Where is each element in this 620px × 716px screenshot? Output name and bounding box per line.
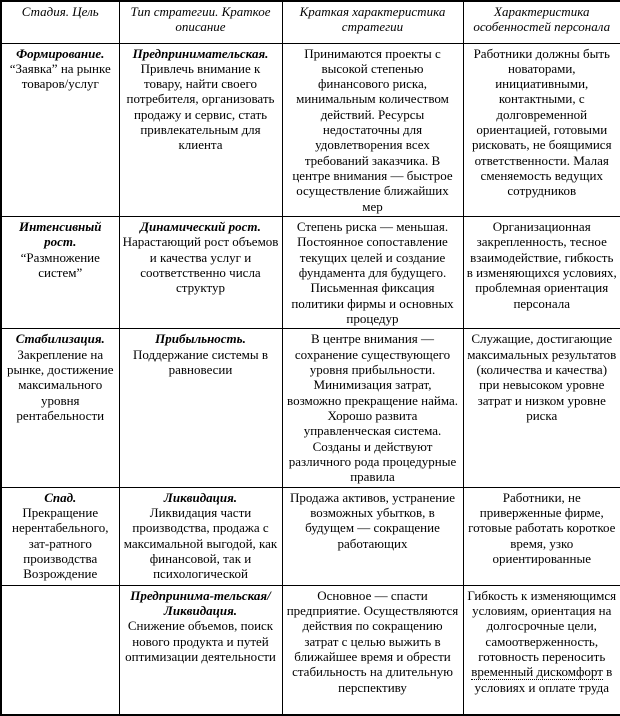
- header-stage-goal: Стадия. Цель: [1, 1, 119, 43]
- cell-stage: [1, 585, 119, 715]
- personnel-underlined-text: временный дискомфорт: [471, 664, 603, 680]
- cell-strategy-brief: Основное — спасти предприятие. Осуществляются действия по сокращению затрат с целью выжить в ближайшее время и обрести стабильность на длительную перспективу: [282, 585, 463, 715]
- cell-stage: [1, 487, 119, 585]
- stage-title: Спад.: [44, 489, 77, 505]
- strategy-title: Ликвидация.: [163, 489, 238, 505]
- cell-strategy-brief: Степень риска — меньшая. Постоянное сопоставление текущих целей и создание фундамента для будущего. Письменная фиксация политики фирмы и основных процедур: [282, 217, 463, 329]
- header-strategy-brief: Краткая характеристика стратегии: [282, 1, 463, 43]
- stage-title: Стабилизация.: [15, 331, 105, 347]
- cell-personnel: Работники, не приверженные фирме, готовые работать короткое время, узко ориентированные: [463, 487, 620, 585]
- stage-desc: Закрепление на рынке, достижение максимального уровня рентабельности: [6, 346, 114, 424]
- cell-stage: [1, 329, 119, 487]
- stage-desc: Прекращение нерентабельного, зат-ратного производства Возрождение: [12, 505, 109, 582]
- table-row: [1, 217, 620, 329]
- strategy-title: Предпринимательская.: [132, 45, 269, 61]
- cell-strategy-brief: Принимаются проекты с высокой степенью финансового риска, минимальным количеством действий. Ресурсы недостаточны для удовлетворения всех требований заказчика. В центре внимания — быстрое осуществление ближайших мер: [282, 43, 463, 217]
- cell-strategy-brief: Продажа активов, устранение возможных убытков, в будущем — сокращение работающих: [282, 487, 463, 585]
- cell-strategy-type: [119, 487, 282, 585]
- strategy-title: Динамический рост.: [140, 219, 261, 235]
- strategy-desc: Нарастающий рост объемов и качества услуг и соответственно числа структур: [122, 234, 279, 296]
- strategy-desc: Снижение объемов, поиск нового продукта и путей оптимизации деятельности: [125, 618, 276, 664]
- strategy-desc: Привлечь внимание к товару, найти своего потребителя, организовать продажу и сервис, стать привлекательным для клиента: [126, 60, 275, 153]
- header-row: [1, 1, 620, 43]
- stage-desc: “Заявка” на рынке товаров/услуг: [9, 60, 111, 92]
- personnel-text: Гибкость к изменяющимся условиям, ориентация на долгосрочные цели, самоотверженность, готовность переносить: [467, 587, 617, 664]
- personnel-text: в условиях и оплате труда: [474, 664, 613, 695]
- table-row: [1, 329, 620, 487]
- cell-personnel: Служащие, достигающие максимальных результатов (количества и качества) при невысоком уровне затрат и низком уровне риска: [463, 329, 620, 487]
- cell-personnel: [463, 585, 620, 715]
- table-row: [1, 585, 620, 715]
- cell-strategy-type: [119, 43, 282, 217]
- strategy-desc: Поддержание системы в равновесии: [133, 346, 268, 378]
- table-row: [1, 487, 620, 585]
- cell-strategy-type: [119, 329, 282, 487]
- table-row: [1, 43, 620, 217]
- stage-desc: “Размножение систем”: [20, 249, 100, 281]
- cell-strategy-type: [119, 217, 282, 329]
- stage-title: Интенсивный рост.: [18, 219, 102, 250]
- header-strategy-type: Тип стратегии. Краткое описание: [119, 1, 282, 43]
- cell-personnel: Организационная закрепленность, тесное взаимодействие, гибкость в изменяющихся условиях, проблемная ориентация персонала: [463, 217, 620, 329]
- strategy-title: Предпринима-тельская/Ликвидация.: [130, 587, 271, 619]
- cell-strategy-type: [119, 585, 282, 715]
- cell-stage: [1, 217, 119, 329]
- stage-title: Формирование.: [16, 45, 105, 61]
- cell-strategy-brief: В центре внимания — сохранение существующего уровня прибыльности. Минимизация затрат, возможно прекращение найма. Хорошо развита управленческая система. Созданы и действуют различного рода процедурные правила: [282, 329, 463, 487]
- header-personnel: Характеристика особенностей персонала: [463, 1, 620, 43]
- cell-personnel: Работники должны быть новаторами, инициативными, контактными, с долговременной ориентацией, готовыми рисковать, не боящимися ответственности. Малая сменяемость ведущих сотрудников: [463, 43, 620, 217]
- strategy-title: Прибыльность.: [155, 331, 246, 347]
- strategy-desc: Ликвидация части производства, продажа с максимальной выгодой, как финансовой, так и психологической: [123, 505, 278, 582]
- cell-stage: [1, 43, 119, 217]
